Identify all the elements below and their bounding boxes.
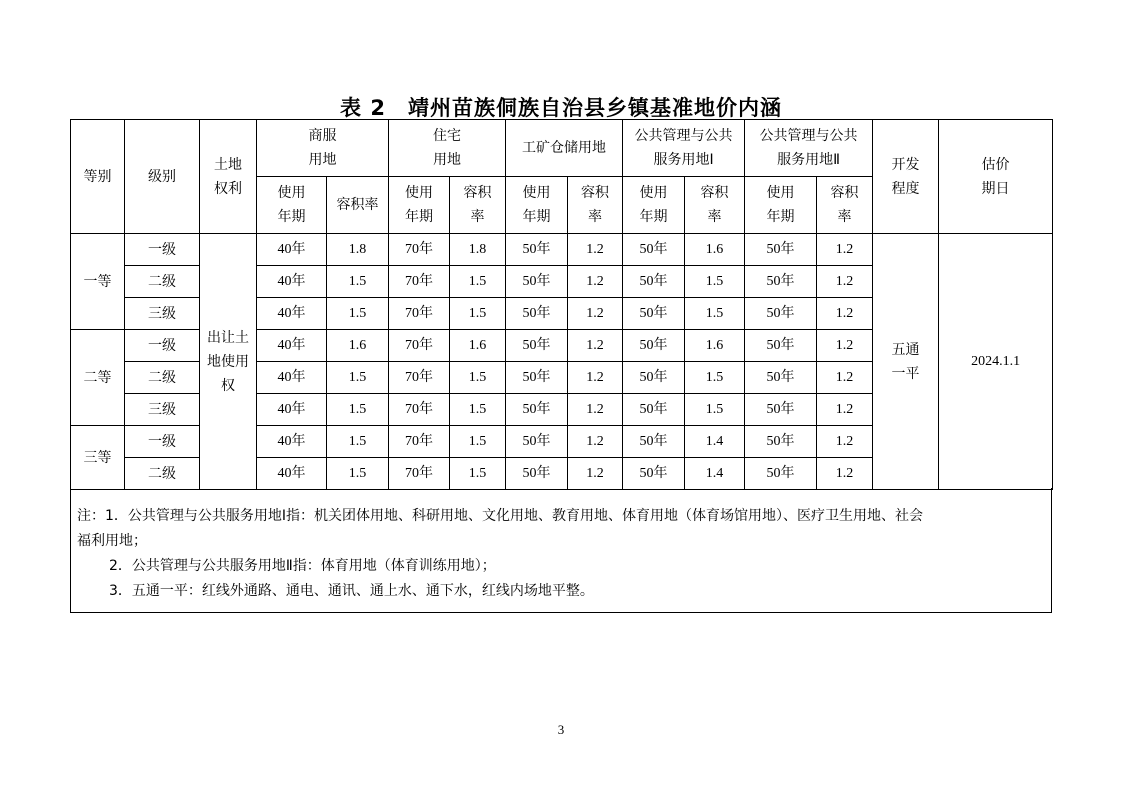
note-3: 3．五通一平：红线外通路、通电、通讯、通上水、通下水，红线内场地平整。: [109, 583, 594, 599]
far-cell: 1.5: [450, 266, 506, 298]
far-cell: 1.2: [568, 330, 623, 362]
subheader-far: [568, 177, 623, 234]
land-right-cell: [200, 234, 257, 490]
far-cell: 1.5: [327, 458, 389, 490]
use-term-cell: 70年: [389, 330, 450, 362]
table-row: [71, 234, 1053, 266]
use-term-cell: 50年: [745, 266, 817, 298]
subheader-far: 容积率: [327, 177, 389, 234]
far-cell: 1.5: [327, 362, 389, 394]
far-cell: 1.2: [817, 394, 873, 426]
use-term-cell: 40年: [257, 234, 327, 266]
header-level: 级别: [125, 120, 200, 234]
far-cell: 1.2: [817, 426, 873, 458]
subheader-use-term-text: 使用年期: [277, 185, 306, 225]
far-cell: 1.6: [450, 330, 506, 362]
subheader-far: [450, 177, 506, 234]
far-cell: 1.5: [450, 362, 506, 394]
far-cell: 1.2: [817, 458, 873, 490]
subheader-use-term: [745, 177, 817, 234]
level-cell: 一级: [125, 330, 200, 362]
far-cell: 1.4: [685, 426, 745, 458]
level-cell: 二级: [125, 458, 200, 490]
use-term-cell: 50年: [745, 458, 817, 490]
use-term-cell: 70年: [389, 266, 450, 298]
use-term-cell: 40年: [257, 394, 327, 426]
use-term-cell: 50年: [506, 394, 568, 426]
far-cell: 1.2: [568, 266, 623, 298]
subheader-use-term: [506, 177, 568, 234]
use-term-cell: 50年: [506, 426, 568, 458]
subheader-use-term: [623, 177, 685, 234]
header-commercial-text: 商服用地: [308, 128, 337, 168]
header-row-1: [71, 120, 1053, 177]
subheader-far-text: 容积率: [700, 185, 729, 225]
far-cell: 1.5: [685, 298, 745, 330]
header-public-1: [623, 120, 745, 177]
far-cell: 1.5: [327, 266, 389, 298]
level-cell: 二级: [125, 266, 200, 298]
subheader-use-term: [257, 177, 327, 234]
header-valuation-date-text: 估价期日: [981, 156, 1010, 197]
level-cell: 二级: [125, 362, 200, 394]
far-cell: 1.2: [568, 426, 623, 458]
header-valuation-date: [939, 120, 1053, 234]
grade-cell: 三等: [71, 426, 125, 490]
header-development: [873, 120, 939, 234]
use-term-cell: 40年: [257, 298, 327, 330]
far-cell: 1.5: [685, 394, 745, 426]
subheader-use-term-text: 使用年期: [405, 185, 433, 225]
level-cell: 一级: [125, 426, 200, 458]
far-cell: 1.6: [327, 330, 389, 362]
development-cell: [873, 234, 939, 490]
header-industrial: 工矿仓储用地: [506, 120, 623, 177]
use-term-cell: 50年: [506, 266, 568, 298]
subheader-far-text: 容积率: [830, 185, 859, 225]
use-term-cell: 40年: [257, 266, 327, 298]
table-body: [71, 120, 1053, 490]
notes-box: [70, 488, 1052, 613]
far-cell: 1.5: [450, 394, 506, 426]
use-term-cell: 50年: [506, 362, 568, 394]
far-cell: 1.2: [817, 234, 873, 266]
note-1: 注：1．公共管理与公共服务用地Ⅰ指：机关团体用地、科研用地、文化用地、教育用地、体育用地（体育场馆用地）、医疗卫生用地、社会: [77, 508, 924, 524]
far-cell: 1.2: [817, 362, 873, 394]
header-land-right: [200, 120, 257, 234]
use-term-cell: 50年: [623, 234, 685, 266]
header-grade: 等别: [71, 120, 125, 234]
far-cell: 1.5: [327, 426, 389, 458]
far-cell: 1.5: [450, 298, 506, 330]
use-term-cell: 50年: [623, 458, 685, 490]
header-public-1-text: 公共管理与公共服务用地Ⅰ: [634, 128, 733, 168]
use-term-cell: 50年: [745, 330, 817, 362]
use-term-cell: 50年: [623, 394, 685, 426]
far-cell: 1.2: [568, 298, 623, 330]
far-cell: 1.5: [685, 362, 745, 394]
subheader-far: [685, 177, 745, 234]
grade-cell: 二等: [71, 330, 125, 426]
far-cell: 1.6: [685, 234, 745, 266]
subheader-use-term-text: 使用年期: [522, 185, 551, 225]
far-cell: 1.4: [685, 458, 745, 490]
far-cell: 1.2: [568, 458, 623, 490]
use-term-cell: 70年: [389, 394, 450, 426]
use-term-cell: 50年: [623, 330, 685, 362]
far-cell: 1.5: [685, 266, 745, 298]
level-cell: 三级: [125, 394, 200, 426]
subheader-far: [817, 177, 873, 234]
use-term-cell: 50年: [623, 362, 685, 394]
land-right-text: 出让土地使用权: [206, 329, 249, 394]
use-term-cell: 70年: [389, 362, 450, 394]
use-term-cell: 70年: [389, 298, 450, 330]
use-term-cell: 50年: [745, 426, 817, 458]
use-term-cell: 50年: [506, 234, 568, 266]
far-cell: 1.5: [327, 298, 389, 330]
far-cell: 1.2: [817, 330, 873, 362]
far-cell: 1.2: [568, 362, 623, 394]
use-term-cell: 50年: [745, 234, 817, 266]
far-cell: 1.8: [450, 234, 506, 266]
subheader-use-term-text: 使用年期: [639, 185, 668, 225]
land-price-table: [70, 119, 1053, 490]
far-cell: 1.2: [817, 298, 873, 330]
development-text: 五通一平: [891, 341, 920, 382]
use-term-cell: 40年: [257, 362, 327, 394]
note-2: 2．公共管理与公共服务用地Ⅱ指：体育用地（体育训练用地）；: [109, 558, 496, 574]
use-term-cell: 70年: [389, 234, 450, 266]
use-term-cell: 40年: [257, 426, 327, 458]
subheader-far-text: 容积率: [463, 185, 492, 225]
far-cell: 1.5: [327, 394, 389, 426]
far-cell: 1.5: [450, 426, 506, 458]
note-1-continued: 福利用地；: [77, 533, 147, 549]
header-public-2-text: 公共管理与公共服务用地Ⅱ: [759, 128, 858, 168]
use-term-cell: 50年: [506, 298, 568, 330]
use-term-cell: 50年: [745, 394, 817, 426]
header-residential: [389, 120, 506, 177]
far-cell: 1.2: [568, 394, 623, 426]
header-land-right-text: 土地权利: [213, 156, 242, 197]
subheader-use-term-text: 使用年期: [766, 185, 795, 225]
far-cell: 1.6: [685, 330, 745, 362]
header-commercial: [257, 120, 389, 177]
use-term-cell: 70年: [389, 458, 450, 490]
grade-cell: 一等: [71, 234, 125, 330]
use-term-cell: 50年: [745, 298, 817, 330]
table-title: 表 2 靖州苗族侗族自治县乡镇基准地价内涵: [340, 96, 782, 120]
use-term-cell: 50年: [623, 426, 685, 458]
use-term-cell: 40年: [257, 458, 327, 490]
level-cell: 三级: [125, 298, 200, 330]
page-number: 3: [557, 722, 565, 737]
valuation-date-cell: 2024.1.1: [939, 234, 1053, 490]
header-public-2: [745, 120, 873, 177]
subheader-use-term: [389, 177, 450, 234]
far-cell: 1.2: [817, 266, 873, 298]
use-term-cell: 50年: [506, 458, 568, 490]
far-cell: 1.8: [327, 234, 389, 266]
use-term-cell: 50年: [745, 362, 817, 394]
use-term-cell: 70年: [389, 426, 450, 458]
far-cell: 1.2: [568, 234, 623, 266]
header-residential-text: 住宅用地: [433, 128, 462, 168]
header-development-text: 开发程度: [891, 156, 920, 197]
use-term-cell: 40年: [257, 330, 327, 362]
far-cell: 1.5: [450, 458, 506, 490]
use-term-cell: 50年: [506, 330, 568, 362]
subheader-far-text: 容积率: [581, 185, 610, 225]
use-term-cell: 50年: [623, 298, 685, 330]
use-term-cell: 50年: [623, 266, 685, 298]
level-cell: 一级: [125, 234, 200, 266]
